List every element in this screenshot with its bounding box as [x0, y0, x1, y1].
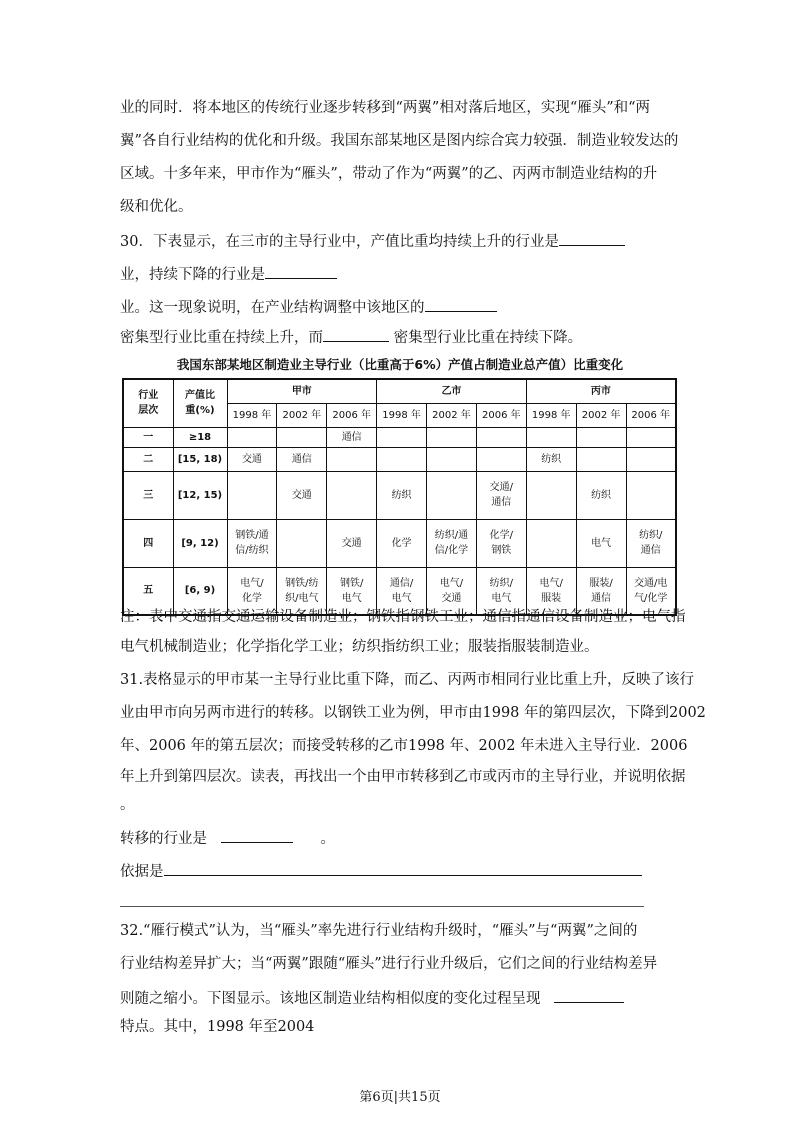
- note-line-1: 注：表中交通指交通运输设备制造业；钢铁指钢铁工业；通信指通信设备制造业；电气指: [120, 609, 686, 625]
- q31-line-5: 。: [120, 797, 135, 813]
- row-level: 四: [123, 519, 173, 567]
- table-cell: [626, 447, 676, 471]
- q30-text-2: 业，持续下降的行业是: [120, 267, 265, 283]
- table-cell: 服装/ 通信: [576, 567, 626, 615]
- answer-blank[interactable]: [554, 987, 624, 1003]
- table-cell: [526, 427, 576, 447]
- table-cell: 化学: [377, 519, 427, 567]
- transfer-label: 转移的行业是: [120, 831, 207, 847]
- year-header: 2006 年: [476, 403, 526, 427]
- intro-line-1: 业的同时．将本地区的传统行业逐步转移到“两翼”相对落后地区，实现“雁头”和“两: [120, 100, 651, 116]
- table-cell: 交通: [277, 471, 327, 519]
- table-cell: 钢铁/ 电气: [327, 567, 377, 615]
- table-cell: 纺织/ 通信: [626, 519, 676, 567]
- table-cell: 电气/ 交通: [427, 567, 477, 615]
- q32-line-3: [120, 987, 624, 1009]
- table-cell: [626, 427, 676, 447]
- table-cell: [227, 427, 277, 447]
- table-cell: 电气/ 化学: [227, 567, 277, 615]
- answer-blank[interactable]: [559, 230, 625, 246]
- table-cell: [377, 427, 427, 447]
- table-cell: [476, 427, 526, 447]
- answer-blank[interactable]: [221, 827, 293, 843]
- table-cell: [377, 447, 427, 471]
- row-range: ≥18: [173, 427, 227, 447]
- row-level: 一: [123, 427, 173, 447]
- page-footer: 第6页|共15页: [359, 1090, 441, 1105]
- table-cell: 交通: [227, 447, 277, 471]
- table-cell: 电气: [576, 519, 626, 567]
- year-header: 2002 年: [277, 403, 327, 427]
- table-cell: 通信/ 电气: [377, 567, 427, 615]
- header-share: 产值比 重(%): [173, 379, 227, 427]
- table-cell: 电气/ 服装: [526, 567, 576, 615]
- table-cell: 交通/ 通信: [476, 471, 526, 519]
- year-header: 1998 年: [227, 403, 277, 427]
- transfer-end: 。: [320, 831, 335, 847]
- q32-line-1: 32.“雁行模式”认为，当“雁头”率先进行行业结构升级时，“雁头”与“两翼”之间的: [120, 923, 638, 939]
- q31-line-3: 年、2006 年的第五层次；而接受转移的乙市1998 年、2002 年未进入主导行业．2006: [120, 738, 688, 754]
- intro-line-2: 翼”各自行业结构的优化和升级。我国东部某地区是图内综合宾力较强．制造业较发达的: [120, 133, 679, 149]
- header-city: 甲市: [227, 379, 377, 403]
- q32-text-3: 则随之缩小。下图显示。该地区制造业结构相似度的变化过程呈现: [120, 991, 541, 1007]
- answer-rule[interactable]: [120, 906, 644, 907]
- row-range: [6, 9): [173, 567, 227, 615]
- year-header: 1998 年: [377, 403, 427, 427]
- row-range: [9, 12): [173, 519, 227, 567]
- table-cell: 纺织: [576, 471, 626, 519]
- table-caption: 我国东部某地区制造业主导行业（比重高于6%）产值占制造业总产值）比重变化: [176, 357, 624, 372]
- table-cell: [327, 447, 377, 471]
- table-cell: 交通/电 气/化学: [626, 567, 676, 615]
- q31-line-2: 业由甲市向另两市进行的转移。以钢铁工业为例，甲市由1998 年的第四层次，下降到2002: [120, 705, 706, 721]
- year-header: 2002 年: [576, 403, 626, 427]
- table-cell: 通信: [327, 427, 377, 447]
- table-cell: 交通: [327, 519, 377, 567]
- table-cell: 化学/ 钢铁: [476, 519, 526, 567]
- row-range: [15, 18): [173, 447, 227, 471]
- year-header: 1998 年: [526, 403, 576, 427]
- table-cell: [626, 471, 676, 519]
- table-cell: [277, 427, 327, 447]
- q30-line-1: [120, 230, 625, 252]
- table-cell: 纺织: [377, 471, 427, 519]
- q31-basis-line: [120, 860, 642, 882]
- header-city: 丙市: [526, 379, 676, 403]
- q32-line-4: 特点。其中，1998 年至2004: [120, 1019, 315, 1035]
- note-line-2: 电气机械制造业；化学指化学工业；纺织指纺织工业；服装指服装制造业。: [120, 639, 599, 655]
- q30-line-3: [120, 296, 497, 318]
- table-cell: [526, 519, 576, 567]
- table-cell: 钢铁/通 信/纺织: [227, 519, 277, 567]
- q32-line-2: 行业结构差异扩大；当“两翼”跟随“雁头”进行行业升级后，它们之间的行业结构差异: [120, 956, 658, 972]
- row-level: 二: [123, 447, 173, 471]
- q30-line-4: [120, 326, 582, 348]
- table-cell: [576, 427, 626, 447]
- q31-transfer-line: [120, 827, 335, 849]
- table-cell: [227, 471, 277, 519]
- table-cell: 钢铁/纺 织/电气: [277, 567, 327, 615]
- row-level: 五: [123, 567, 173, 615]
- table-row: [123, 427, 676, 447]
- table-cell: [427, 471, 477, 519]
- year-header: 2006 年: [626, 403, 676, 427]
- q30-text-4a: 密集型行业比重在持续上升，而: [120, 330, 323, 346]
- row-range: [12, 15): [173, 471, 227, 519]
- table-row: [123, 447, 676, 471]
- q30-text-1: 30．下表显示，在三市的主导行业中，产值比重均持续上升的行业是: [120, 234, 559, 250]
- answer-blank[interactable]: [164, 860, 642, 876]
- table-row: [123, 519, 676, 567]
- q30-line-2: [120, 263, 337, 285]
- q31-line-4: 年上升到第四层次。读表，再找出一个由甲市转移到乙市或丙市的主导行业，并说明依据: [120, 769, 686, 785]
- table-cell: 纺织/通 信/化学: [427, 519, 477, 567]
- row-level: 三: [123, 471, 173, 519]
- table-header-row: [123, 379, 676, 403]
- table-cell: 纺织: [526, 447, 576, 471]
- table-cell: 通信: [277, 447, 327, 471]
- header-city: 乙市: [377, 379, 527, 403]
- q31-line-1: 31.表格显示的甲市某一主导行业比重下降，而乙、丙两市相同行业比重上升，反映了该行: [120, 672, 695, 688]
- table-cell: [526, 471, 576, 519]
- table-cell: [476, 447, 526, 471]
- year-header: 2002 年: [427, 403, 477, 427]
- q30-text-3: 业。这一现象说明，在产业结构调整中该地区的: [120, 300, 425, 316]
- table-cell: [427, 427, 477, 447]
- table-cell: [427, 447, 477, 471]
- table-cell: 纺织/ 电气: [476, 567, 526, 615]
- header-level: 行业 层次: [123, 379, 173, 427]
- table-cell: [277, 519, 327, 567]
- intro-line-3: 区域。十多年来，甲市作为“雁头”，带动了作为“两翼”的乙、丙两市制造业结构的升: [120, 166, 658, 182]
- answer-blank[interactable]: [265, 263, 337, 279]
- table-cell: [327, 471, 377, 519]
- basis-label: 依据是: [120, 864, 164, 880]
- intro-line-4: 级和优化。: [120, 199, 193, 215]
- table-cell: [576, 447, 626, 471]
- answer-blank[interactable]: [425, 296, 497, 312]
- industry-table: [122, 378, 677, 616]
- q30-text-4b: 密集型行业比重在持续下降。: [393, 330, 583, 346]
- answer-blank[interactable]: [323, 326, 389, 342]
- table-row: [123, 471, 676, 519]
- year-header: 2006 年: [327, 403, 377, 427]
